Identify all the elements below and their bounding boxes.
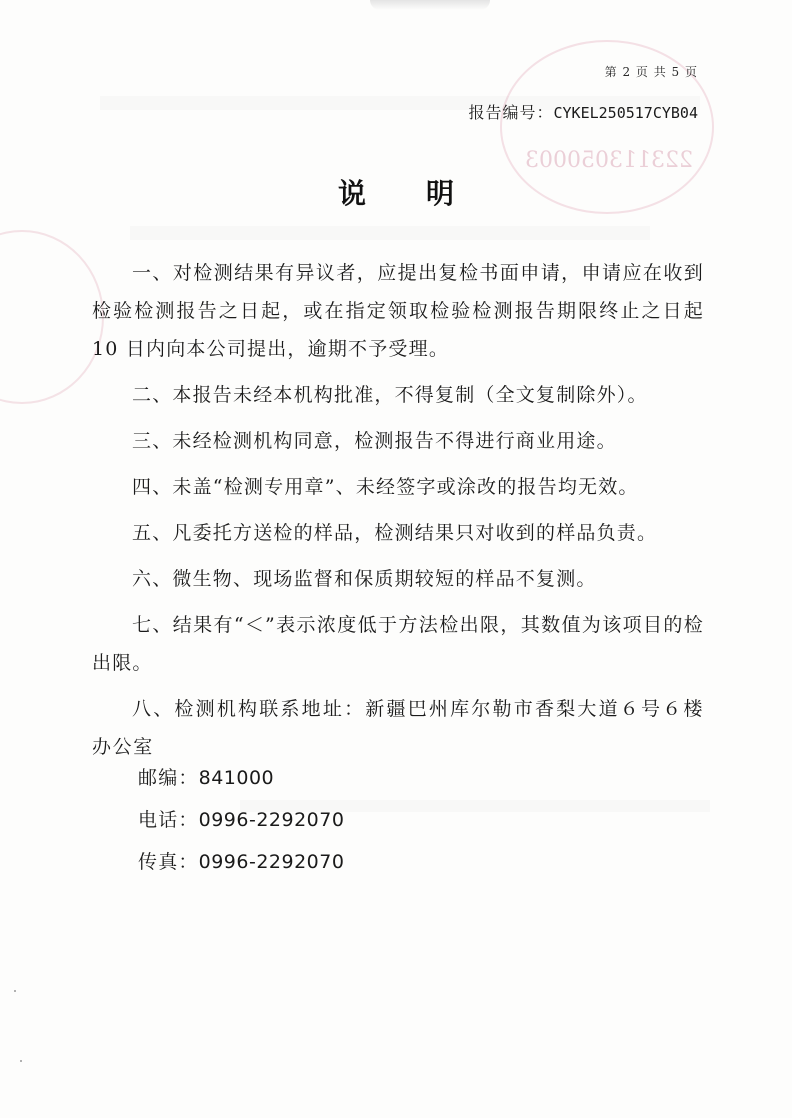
note-clause-2: 二、本报告未经本机构批准，不得复制（全文复制除外）。	[132, 384, 648, 406]
contact-info	[138, 757, 344, 883]
fax-line	[138, 841, 344, 883]
note-clause-5: 五、凡委托方送检的样品，检测结果只对收到的样品负责。	[132, 522, 658, 544]
phone-label: 电话：	[138, 809, 199, 831]
postcode-label: 邮编：	[138, 767, 199, 789]
note-clause-6: 六、微生物、现场监督和保质期较短的样品不复测。	[132, 568, 597, 590]
note-clause-3: 三、未经检测机构同意，检测报告不得进行商业用途。	[132, 430, 617, 452]
report-number-label: 报告编号：	[468, 103, 554, 122]
bleed-through-text	[130, 226, 650, 240]
fax-value: 0996-2292070	[198, 851, 345, 873]
report-number	[468, 100, 698, 123]
scan-shadow	[370, 0, 490, 10]
note-clause-1: 一、对检测结果有异议者，应提出复检书面申请，申请应在收到检验检测报告之日起，或在指定领取检验检测报告期限终止之日起 10 日内向本公司提出，逾期不予受理。	[92, 262, 704, 360]
bleed-through-seal	[0, 230, 104, 404]
notes-list	[92, 254, 704, 774]
note-clause-4: 四、未盖“检测专用章”、未经签字或涂改的报告均无效。	[132, 476, 639, 498]
phone-line	[138, 799, 344, 841]
page-title: 说明	[337, 177, 514, 210]
bleed-through-stamp-number: 223113050003	[525, 148, 693, 173]
fax-label: 传真：	[138, 851, 199, 873]
report-number-value: CYKEL250517CYB04	[553, 104, 698, 122]
postcode-line	[138, 757, 344, 799]
note-clause-7: 七、结果有“＜”表示浓度低于方法检出限，其数值为该项目的检出限。	[92, 614, 704, 674]
postcode-value: 841000	[198, 767, 275, 789]
page-indicator: 第 2 页 共 5 页	[604, 65, 698, 79]
phone-value: 0996-2292070	[198, 809, 345, 831]
scan-speck	[20, 1060, 22, 1062]
scan-speck	[14, 990, 16, 992]
note-clause-8: 八、检测机构联系地址：新疆巴州库尔勒市香梨大道６号６楼办公室	[92, 698, 704, 758]
